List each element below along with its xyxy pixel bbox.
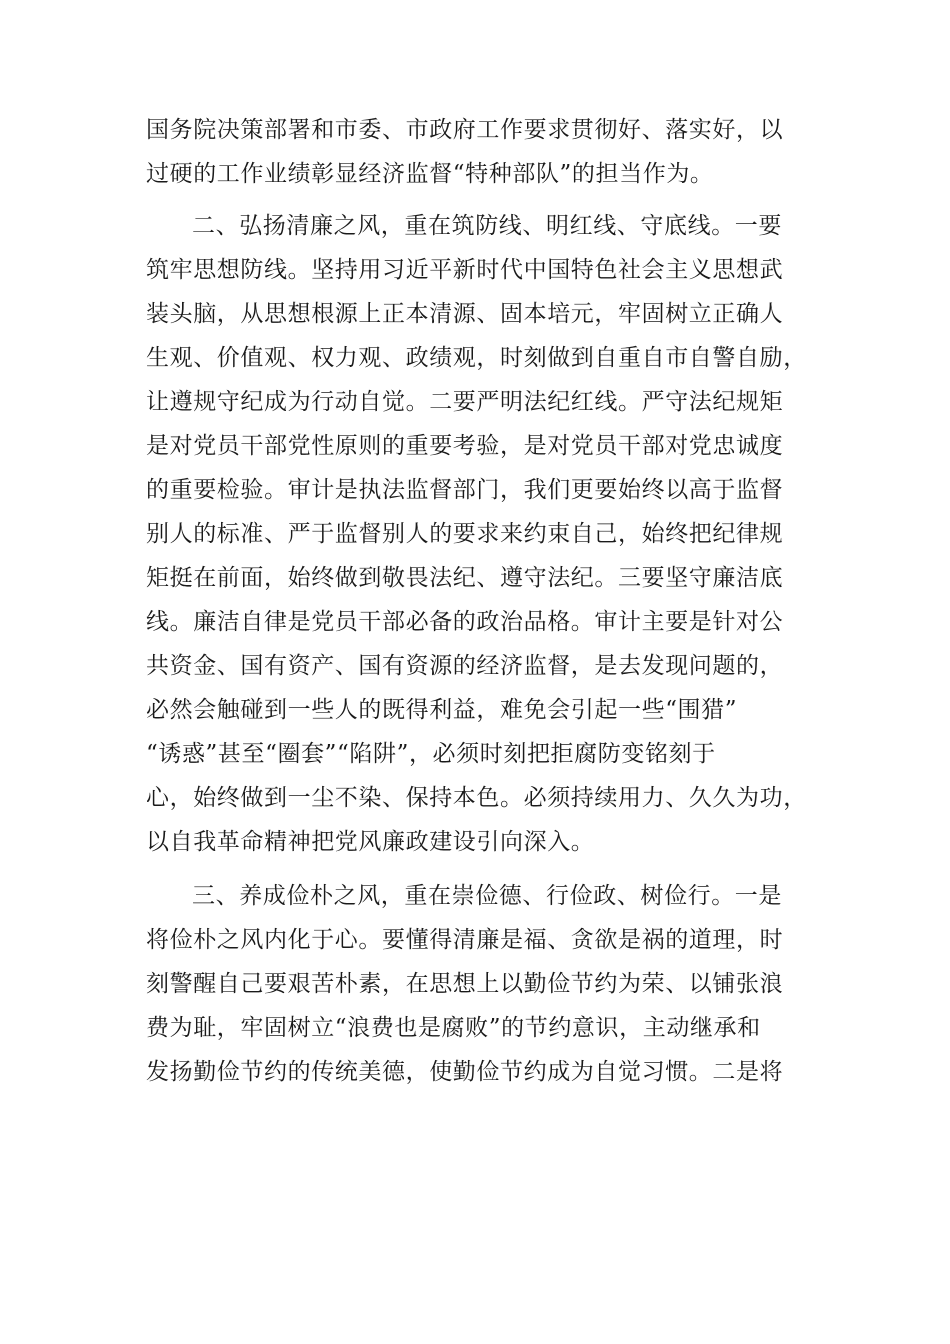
text-line: 别人的标准、严于监督别人的要求来约束自己，始终把纪律规 <box>146 521 784 547</box>
text-line: 矩挺在前面，始终做到敬畏法纪、遵守法纪。三要坚守廉洁底 <box>146 565 784 591</box>
document-body <box>146 108 806 1094</box>
text-line: 是对党员干部党性原则的重要考验，是对党员干部对党忠诚度 <box>146 433 784 459</box>
text-line: 线。廉洁自律是党员干部必备的政治品格。审计主要是针对公 <box>146 609 784 635</box>
text-line: 让遵规守纪成为行动自觉。二要严明法纪红线。严守法纪规矩 <box>146 389 784 415</box>
text-line: 将俭朴之风内化于心。要懂得清廉是福、贪欲是祸的道理，时 <box>146 927 784 953</box>
paragraph-start-line: 二、弘扬清廉之风，重在筑防线、明红线、守底线。一要 <box>192 213 782 239</box>
text-line: 刻警醒自己要艰苦朴素，在思想上以勤俭节约为荣、以铺张浪 <box>146 971 784 997</box>
text-line: 的重要检验。审计是执法监督部门，我们更要始终以高于监督 <box>146 477 784 503</box>
text-line: 过硬的工作业绩彰显经济监督“特种部队”的担当作为。 <box>146 161 714 187</box>
text-line: 装头脑，从思想根源上正本清源、固本培元，牢固树立正确人 <box>146 301 784 327</box>
paragraph-start-line: 三、养成俭朴之风，重在崇俭德、行俭政、树俭行。一是 <box>192 883 782 909</box>
text-line: 共资金、国有资产、国有资源的经济监督，是去发现问题的， <box>146 653 784 679</box>
text-line: 发扬勤俭节约的传统美德，使勤俭节约成为自觉习惯。二是将 <box>146 1059 784 1085</box>
text-line: 生观、价值观、权力观、政绩观，时刻做到自重自市自警自励， <box>146 345 807 371</box>
text-line: 筑牢思想防线。坚持用习近平新时代中国特色社会主义思想武 <box>146 257 784 283</box>
text-line: 费为耻，牢固树立“浪费也是腐败”的节约意识，主动继承和 <box>146 1015 761 1041</box>
text-line: 必然会触碰到一些人的既得利益，难免会引起一些“围猎” <box>146 697 738 723</box>
text-line: 心，始终做到一尘不染、保持本色。必须持续用力、久久为功， <box>146 785 807 811</box>
text-line: “诱惑”甚至“圈套”“陷阱”，必须时刻把拒腐防变铭刻于 <box>146 741 716 767</box>
text-line: 国务院决策部署和市委、市政府工作要求贯彻好、落实好，以 <box>146 117 784 143</box>
text-line: 以自我革命精神把党风廉政建设引向深入。 <box>146 829 595 855</box>
